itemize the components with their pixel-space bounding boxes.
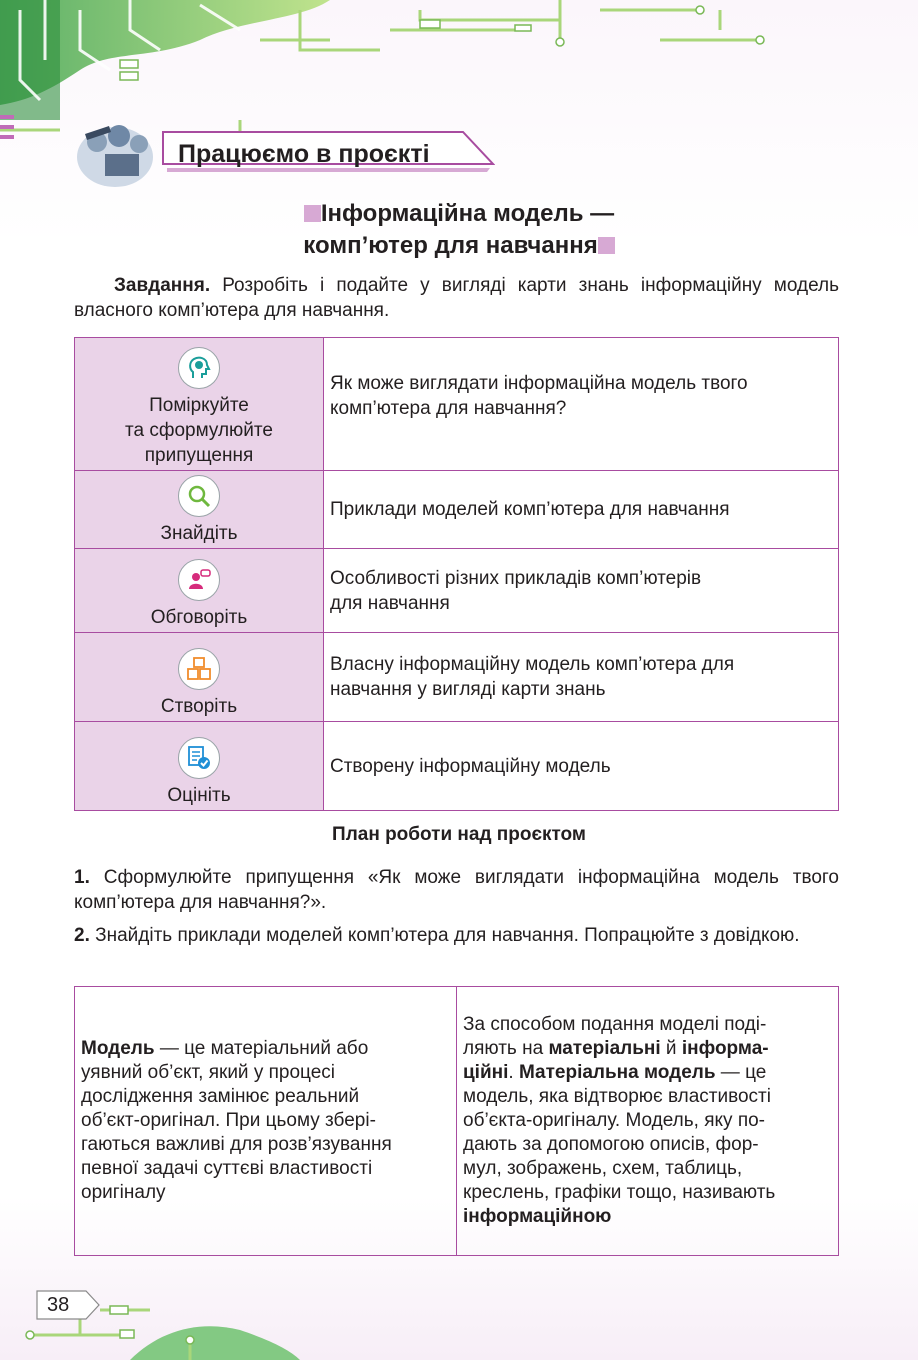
table-row [75,987,839,1256]
decor-square [304,205,321,222]
task-text: Розробіть і подайте у вигляді карти знань інформаційну модель власного комп’ютера для навчання. [74,275,839,321]
students-illustration-icon [77,125,153,187]
discussion-icon [178,559,220,601]
plan-step-1: 1. Сформулюйте припущення «Як може виглядати інформаційна модель твого комп’ютера для навчання?». [74,867,839,913]
model-definition-cell: Модель — це матеріальний або уявний об’єкт, який у процесі дослідження замінює реальний об’єкт-оригінал. При цьому збері- гаються важливі для розв’язування певної задачі суттєві властивості оригіналу [75,987,457,1256]
step-label-cell: Знайдіть [75,471,324,549]
table-row [75,633,839,722]
project-steps-table [74,337,839,811]
task-paragraph [74,273,839,323]
checklist-icon [178,737,220,779]
step-text-cell: Власну інформаційну модель комп’ютера для навчання у вигляді карти знань [324,633,839,722]
plan-step-2: 2. Знайдіть приклади моделей комп’ютера для навчання. Попрацюйте з довідкою. [74,925,800,946]
step-text-cell: Приклади моделей комп’ютера для навчання [324,471,839,549]
step-label-cell: Створіть [75,633,324,722]
step-label-cell: Поміркуйте та сформулюйте припущення [75,338,324,471]
circuit-decoration-bottom [0,1270,918,1360]
definitions-table [74,986,839,1256]
decor-square [598,237,615,254]
table-row [75,471,839,549]
task-label: Завдання. [114,275,211,296]
table-row [75,722,839,811]
head-brain-icon [178,347,220,389]
cubes-icon [178,648,220,690]
table-row [75,338,839,471]
plan-title: План роботи над проєктом [332,824,586,845]
step-text-cell: Особливості різних прикладів комп’ютерів для навчання [324,549,839,633]
table-row [75,549,839,633]
page-number: 38 [47,1294,70,1316]
step-text-cell: Створену інформаційну модель [324,722,839,811]
step-label-cell: Оцініть [75,722,324,811]
magnifier-icon [178,475,220,517]
model-types-cell: За способом подання моделі поді- ляють на матеріальні й інформа- ційні. Матеріальна модель — це модель, яка відтворює властивості об’єкта-оригіналу. Модель, яку по- дають за допомогою описів, фор- мул, зображень, схем, таблиць, креслень, графіки тощо, називають інформаційною [457,987,839,1256]
banner-title: Працюємо в проєкті [178,140,430,168]
step-label-cell: Обговоріть [75,549,324,633]
section-title-line1: Інформаційна модель — [0,200,918,228]
step-text-cell: Як може виглядати інформаційна модель твого комп’ютера для навчання? [324,338,839,471]
section-title-line2: комп’ютер для навчання [0,232,918,260]
